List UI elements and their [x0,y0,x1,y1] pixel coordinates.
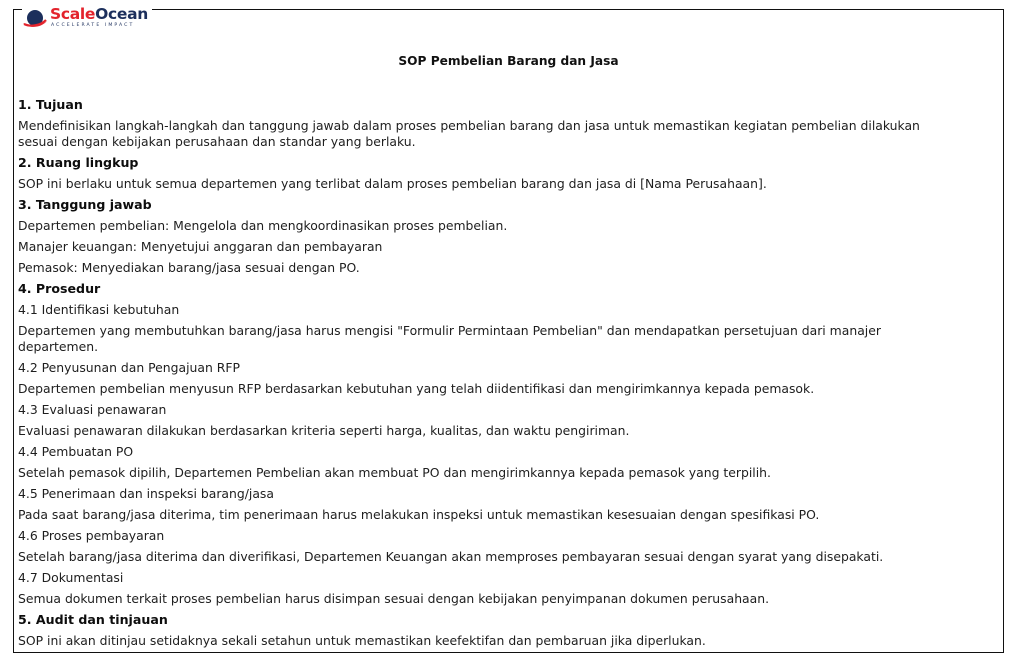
subsection-text: Setelah barang/jasa diterima dan diverifikasi, Departemen Keuangan akan memproses pembayaran sesuai dengan syarat yang disepakati. [18,549,884,564]
subsection-text: Semua dokumen terkait proses pembelian harus disimpan sesuai dengan kebijakan penyimpanan dokumen perusahaan. [18,591,770,606]
scaleocean-logo-icon [22,8,48,30]
responsibility-item: Manajer keuangan: Menyetujui anggaran dan pembayaran [18,239,383,254]
subsection-text: Setelah pemasok dipilih, Departemen Pembelian akan membuat PO dan mengirimkannya kepada pemasok yang terpilih. [18,465,771,480]
subsection-text: Pada saat barang/jasa diterima, tim penerimaan harus melakukan inspeksi untuk memastikan kesesuaian dengan spesifikasi PO. [18,507,820,522]
subsection-title: 4.3 Evaluasi penawaran [18,402,167,417]
subsection-title: 4.2 Penyusunan dan Pengajuan RFP [18,360,240,375]
document-body [18,96,978,653]
subsection-text: Departemen pembelian menyusun RFP berdasarkan kebutuhan yang telah diidentifikasi dan mengirimkannya kepada pemasok. [18,381,815,396]
subsection-title: 4.1 Identifikasi kebutuhan [18,302,180,317]
brand-wordmark [50,7,148,28]
subsection-title: 4.6 Proses pembayaran [18,528,165,543]
brand-name [50,7,148,23]
section-heading-tanggung-jawab: 3. Tanggung jawab [18,197,152,212]
responsibility-item: Pemasok: Menyediakan barang/jasa sesuai dengan PO. [18,260,360,275]
section-heading-tujuan: 1. Tujuan [18,97,83,112]
section-heading-ruang-lingkup: 2. Ruang lingkup [18,155,139,170]
brand-tagline: ACCELERATE IMPACT [51,22,135,28]
section-text-tujuan: Mendefinisikan langkah-langkah dan tanggung jawab dalam proses pembelian barang dan jasa untuk memastikan kegiatan pembelian dilakukan sesuai dengan kebijakan perusahaan dan standar yang berlaku. [18,118,920,149]
brand-logo [22,7,152,33]
subsection-title: 4.4 Pembuatan PO [18,444,134,459]
section-text-audit: SOP ini akan ditinjau setidaknya sekali setahun untuk memastikan keefektifan dan pembaruan jika diperlukan. [18,633,706,648]
responsibility-item: Departemen pembelian: Mengelola dan mengkoordinasikan proses pembelian. [18,218,508,233]
section-text-ruang-lingkup: SOP ini berlaku untuk semua departemen yang terlibat dalam proses pembelian barang dan jasa di [Nama Perusahaan]. [18,176,767,191]
section-heading-audit: 5. Audit dan tinjauan [18,612,168,627]
brand-name-scale: Scale [50,5,96,23]
subsection-title: 4.5 Penerimaan dan inspeksi barang/jasa [18,486,274,501]
subsection-title: 4.7 Dokumentasi [18,570,124,585]
section-heading-prosedur: 4. Prosedur [18,281,101,296]
brand-name-ocean: Ocean [95,5,149,23]
subsection-text: Departemen yang membutuhkan barang/jasa harus mengisi "Formulir Permintaan Pembelian" dan mendapatkan persetujuan dari manajer departemen. [18,323,881,354]
subsection-text: Evaluasi penawaran dilakukan berdasarkan kriteria seperti harga, kualitas, dan waktu pengiriman. [18,423,630,438]
document-title: SOP Pembelian Barang dan Jasa [398,54,619,68]
